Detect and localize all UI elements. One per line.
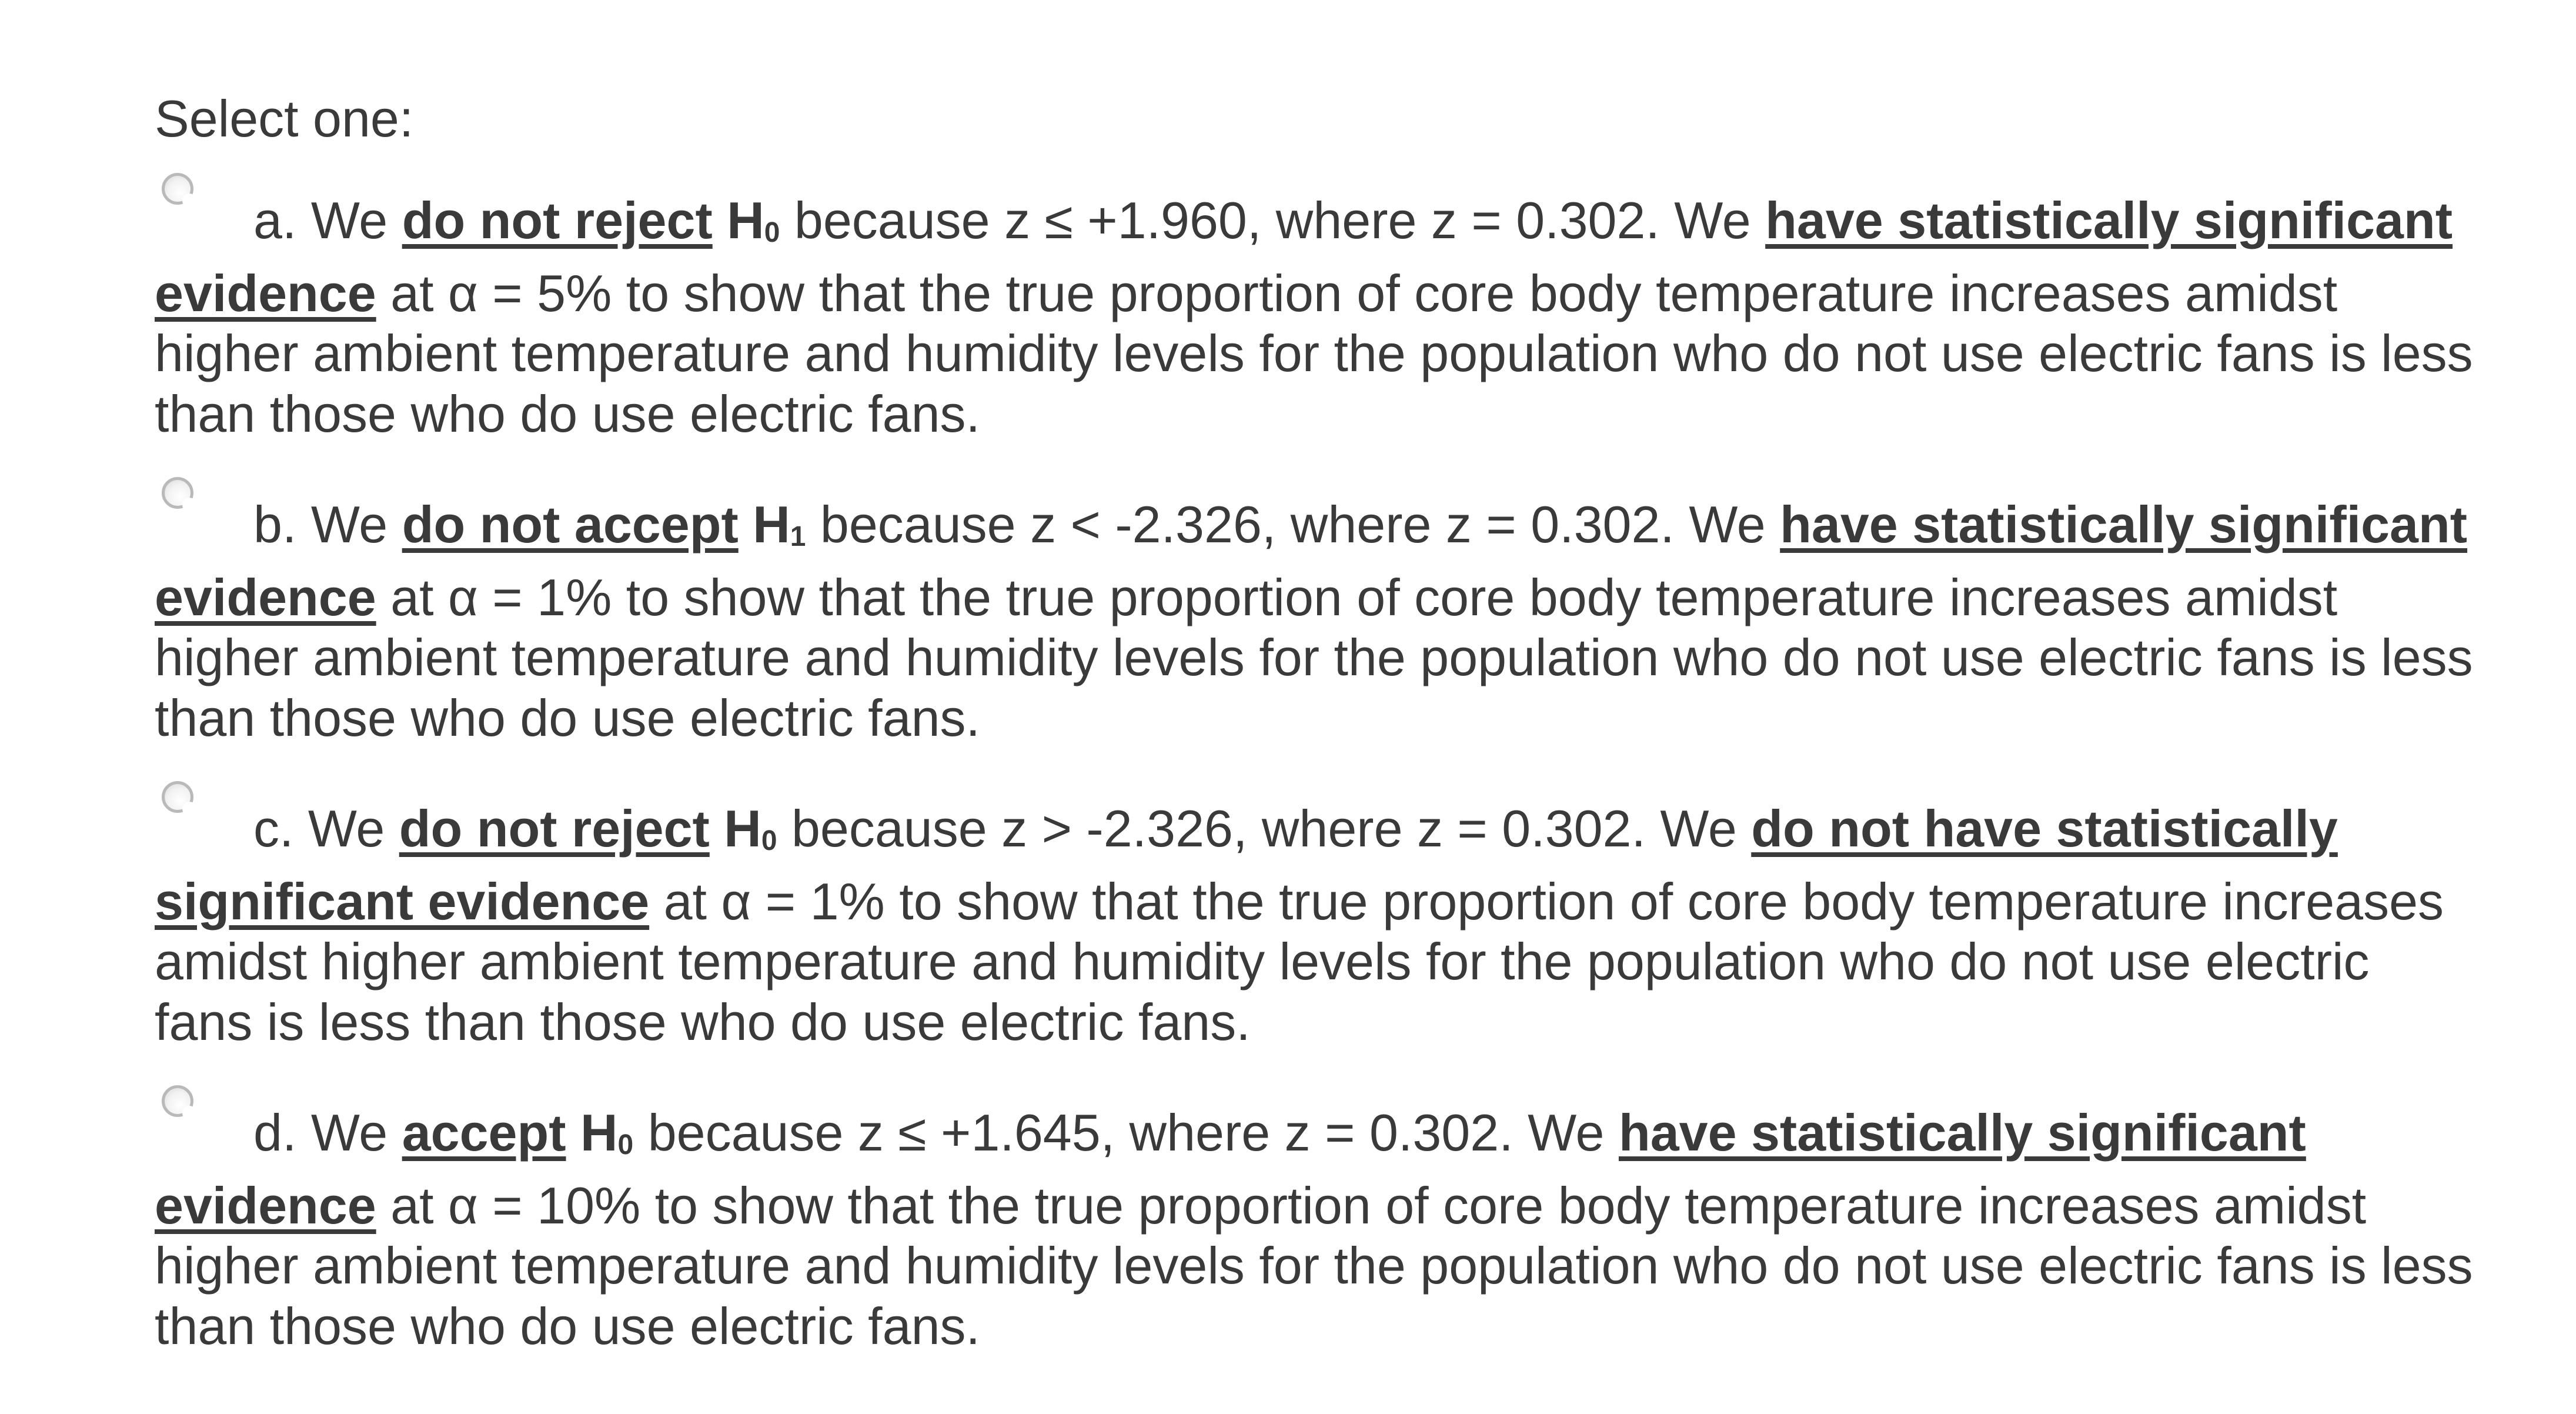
option-text[interactable] — [155, 191, 2477, 444]
option-text-part: because z < -2.326, where z = 0.302. We — [806, 495, 1780, 553]
option-text-part — [566, 1103, 580, 1162]
option-text-part — [713, 191, 727, 249]
option-d[interactable] — [155, 1085, 2477, 1356]
radio-button-icon[interactable] — [162, 477, 193, 509]
question-answer-block — [155, 88, 2477, 1389]
option-text[interactable] — [155, 799, 2477, 1052]
hypothesis-symbol: H — [727, 191, 764, 249]
option-text-part: because z > -2.326, where z = 0.302. We — [777, 799, 1752, 858]
option-b[interactable] — [155, 477, 2477, 748]
decision-phrase: do not accept — [402, 495, 739, 553]
evidence-phrase: have statistically significant evidence — [155, 495, 2468, 626]
option-text-part: at α = 1% to show that the true proportion of core body temperature increases amidst higher ambient temperature and humidity levels for the population who do not use electric fans is less than those who do use electric fans. — [155, 568, 2473, 747]
option-text-part — [710, 799, 724, 858]
option-text-part — [739, 495, 753, 553]
hypothesis-subscript: 0 — [764, 217, 780, 248]
evidence-phrase: have statistically significant evidence — [155, 191, 2453, 322]
option-text-part: at α = 1% to show that the true proportion of core body temperature increases amidst higher ambient temperature and humidity levels for the population who do not use electric fans is less than those who do use electric fans. — [155, 872, 2444, 1051]
option-c[interactable] — [155, 781, 2477, 1052]
option-letter: d. — [253, 1103, 297, 1162]
option-letter: a. — [253, 191, 297, 249]
hypothesis-subscript: 1 — [790, 521, 806, 552]
option-text-part: We — [296, 495, 402, 553]
decision-phrase: accept — [402, 1103, 566, 1162]
radio-button-icon[interactable] — [162, 1085, 193, 1117]
option-text-part: We — [293, 799, 399, 858]
option-a[interactable] — [155, 173, 2477, 444]
option-text[interactable] — [155, 495, 2477, 748]
decision-phrase: do not reject — [399, 799, 710, 858]
option-letter: b. — [253, 495, 297, 553]
option-text-part: at α = 10% to show that the true proportion of core body temperature increases amidst higher ambient temperature and humidity levels for the population who do not use electric fans is less than those who do use electric fans. — [155, 1176, 2473, 1355]
option-text-part: We — [296, 1103, 402, 1162]
evidence-phrase: have statistically significant evidence — [155, 1103, 2306, 1235]
option-text-part: We — [296, 191, 402, 249]
option-letter: c. — [253, 799, 294, 858]
hypothesis-symbol: H — [753, 495, 790, 553]
radio-button-icon[interactable] — [162, 781, 193, 813]
hypothesis-symbol: H — [724, 799, 761, 858]
select-one-prompt: Select one: — [155, 89, 414, 148]
option-text-part: because z ≤ +1.960, where z = 0.302. We — [780, 191, 1766, 249]
evidence-phrase: do not have statistically significant evidence — [155, 799, 2338, 931]
hypothesis-symbol: H — [580, 1103, 618, 1162]
option-text-part: at α = 5% to show that the true proportion of core body temperature increases amidst higher ambient temperature and humidity levels for the population who do not use electric fans is less than those who do use electric fans. — [155, 264, 2473, 443]
radio-button-icon[interactable] — [162, 173, 193, 205]
option-text[interactable] — [155, 1103, 2477, 1356]
hypothesis-subscript: 0 — [761, 825, 777, 856]
hypothesis-subscript: 0 — [617, 1129, 634, 1160]
option-text-part: because z ≤ +1.645, where z = 0.302. We — [633, 1103, 1619, 1162]
decision-phrase: do not reject — [402, 191, 713, 249]
